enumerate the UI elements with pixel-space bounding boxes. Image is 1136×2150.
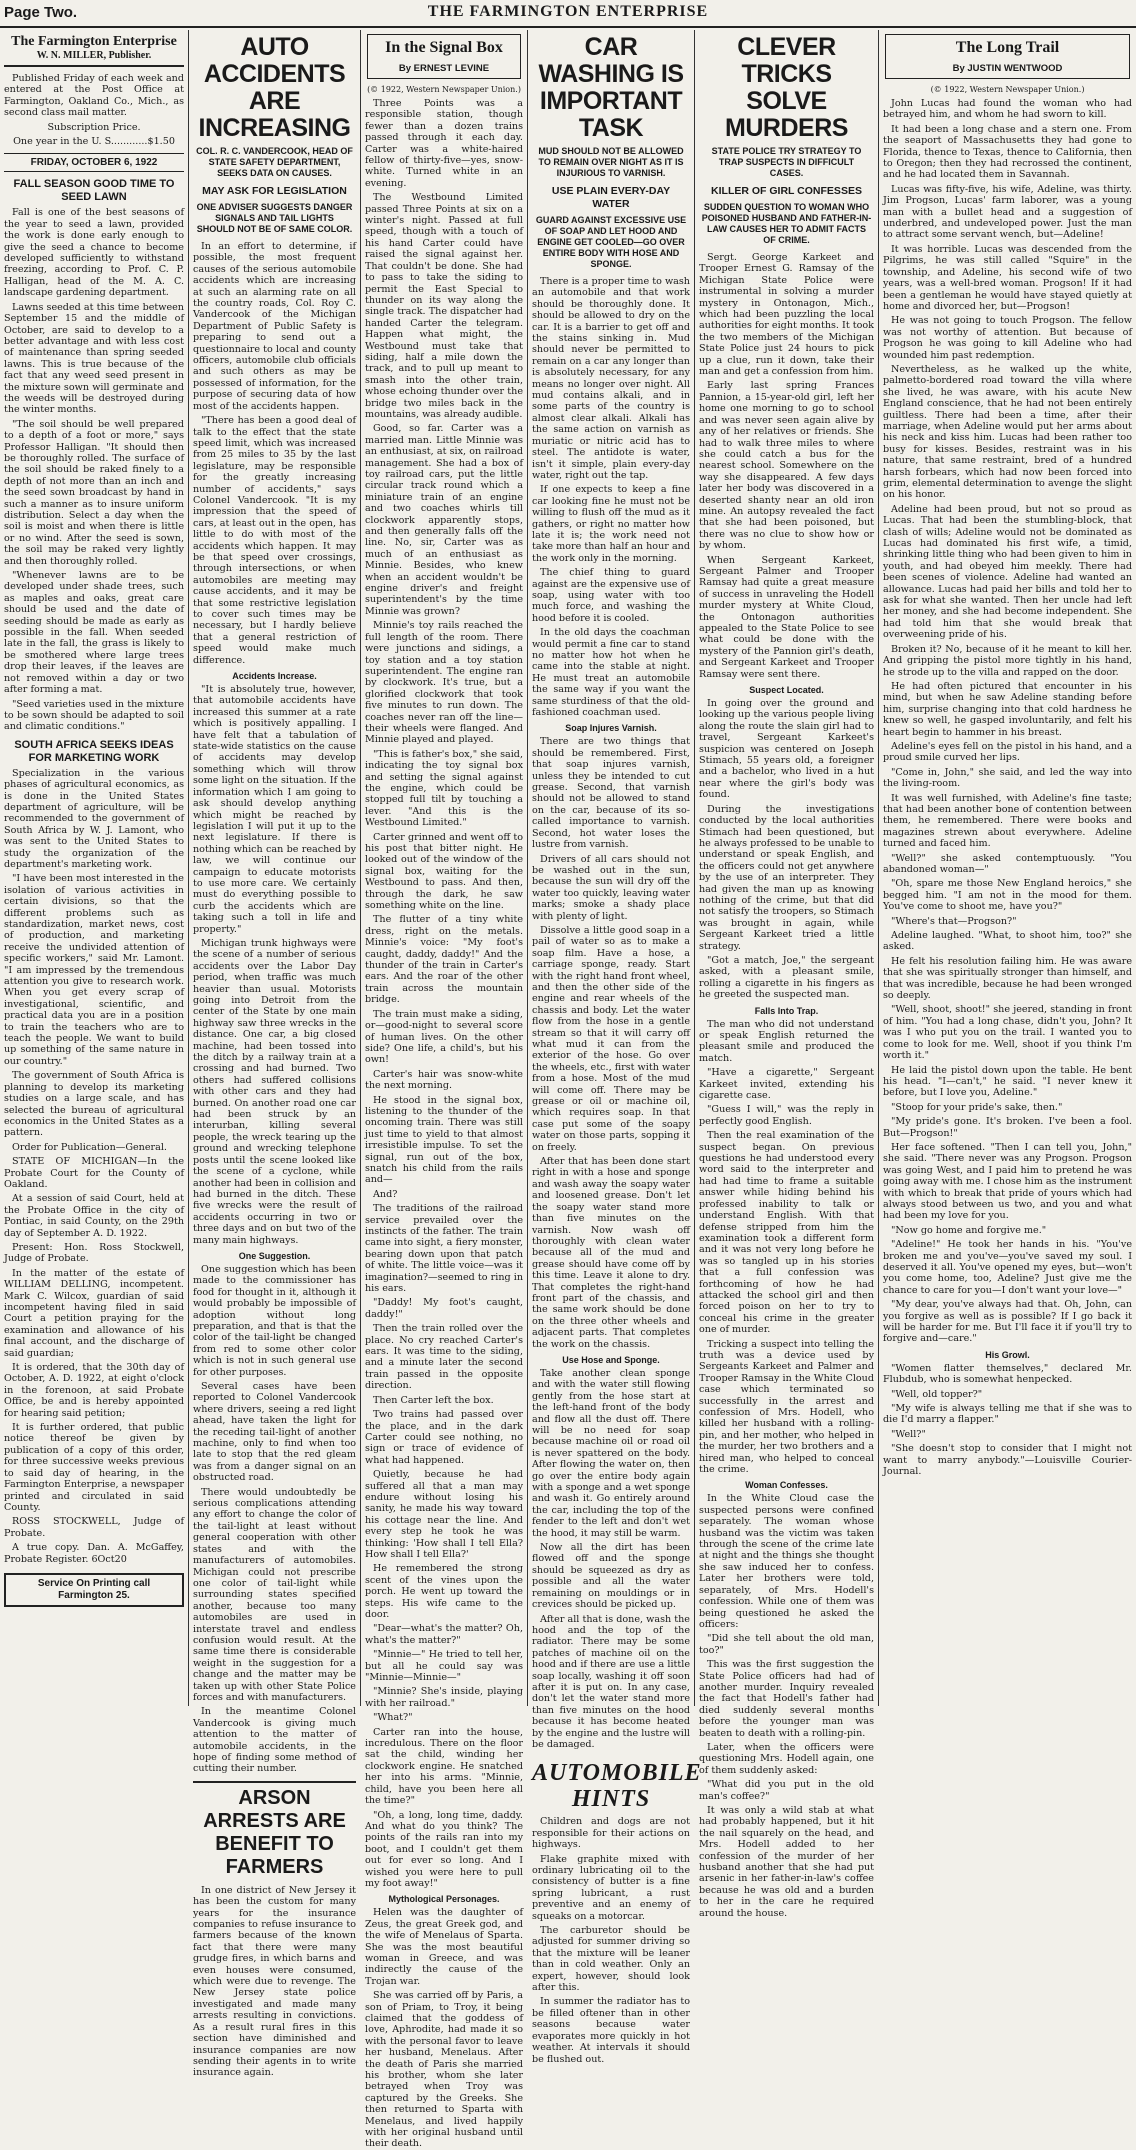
article-paragraph: Helen was the daughter of Zeus, the great Greek god, and the wife of Menelaus of Sparta. She was the most beautiful woman in Greece, and was indirectly the cause of the Trojan war.: [365, 1907, 523, 1987]
story-paragraph: Adeline had been proud, but not so proud as Lucas. That had been the stumbling-block, that clash of wills; Adeline would not be dominated as Lucas had dominated his first wife, a timid, shrinking little thing who had been given to him in youth, and had obeyed him meekly. There had been scenes of violence. Adeline had wanted an allowance. Lucas had paid her bills and told her to ask for what she wanted. Then her uncle had left her money, and she had become independent. She had told him that she would break that overweening pride of his.: [883, 503, 1132, 641]
hint-paragraph: Children and dogs are not responsible for their actions on highways.: [532, 1816, 690, 1851]
column-3: [361, 30, 527, 2150]
article-paragraph: Drivers of all cars should not be washed out in the sun, because the sun will dry off the water too quickly, leaving water marks; smoke a shady place with plenty of light.: [532, 853, 690, 922]
article-paragraph: "She doesn't stop to consider that I might not want to marry anybody."—Louisville Courier-Journal.: [883, 1443, 1132, 1478]
story-paragraph: The train must make a siding, or—good-night to several score of human lives. On the other side? One life, a child's, but his own!: [365, 1008, 523, 1066]
story-paragraph: "Daddy! My foot's caught, daddy!": [365, 1297, 523, 1320]
story-paragraph: Two trains had passed over the place, and in the dark Carter could see nothing, no sign or trace of evidence of what had happened.: [365, 1409, 523, 1466]
article-paragraph: In the old days the coachman would permit a fine car to stand no matter how hot when he came into the stable at night. He must treat an automobile the same way if you want the same sturdiness of that the old-fashioned coachman used.: [532, 627, 690, 719]
article-paragraph: There would undoubtedly be serious complications attending any effort to change the color of the tail-light at least without general cooperation with other states and with the manufacturers of automobiles. Michigan could not prescribe one color of tail-light while surrounding states specified another, because too many automobiles are used in interstate travel and endless confusion would result. At the same time there is considerable weight in the suggestion for a change and the matter may be taken up with other State Police forces and with manufacturers.: [193, 1486, 356, 1703]
legal-notice-line: Order for Publication—General.: [12, 1141, 167, 1153]
story-paragraph: "What?": [373, 1712, 413, 1724]
article-paragraph: During the investigations conducted by the local authorities Stimach had been questioned, but he always professed to be unable to understand or speak English, and the officers could not get anywhere by the use of an interpreter. They had given the man up as knowing nothing of the crime, but that did not satisfy the troopers, so Stimach was brought in again, while Sergeant Karkeet tried a little strategy.: [699, 803, 874, 952]
article-paragraph: Fall is one of the best seasons of the year to seed a lawn, provided the work is done early enough to give the seed a chance to become developed sufficiently to withstand freezing, according to Prof. C. P. Halligan, head of the M. A. C. landscape gardening department.: [4, 207, 184, 299]
story-title: In the Signal Box: [385, 39, 503, 56]
article-paragraph: "Seed varieties used in the mixture to be sown should be adapted to soil and climatic conditions.": [4, 698, 184, 733]
side-head: Soap Injures Varnish.: [565, 723, 657, 734]
side-head: His Growl.: [985, 1349, 1030, 1360]
article-paragraph: In the meantime Colonel Vandercook is giving much attention to the matter of automobile accidents, in the hope of finding some method of cutting their number.: [193, 1706, 356, 1775]
article-paragraph: There are two things that should be remembered. First, that soap injures varnish, unless they be intended to cut grease. Second, that varnish should not be allowed to stand on the car, because of its so-called importance to varnish. Second, hot water loses the lustre from varnish.: [532, 736, 690, 851]
article-subhead: USE PLAIN EVERY-DAY WATER: [551, 185, 671, 210]
article-paragraph: This was the first suggestion the State Police officers had had of another murder. Inquiry revealed the fact that Hodell's father had died suddenly several months before the younger man was beaten to death with a rolling-pin.: [699, 1659, 874, 1739]
article-paragraph: "Women flatter themselves," declared Mr. Flubdub, who is somewhat henpecked.: [883, 1362, 1132, 1386]
article-paragraph: Michigan trunk highways were the scene of a number of serious accidents over the Labor Day period, when traffic was much heavier than usual. Motorists going into Detroit from the center of the State by one main highway saw three wrecks in the distance. One car, a big closed machine, had been tossed into the ditch by a railway train at a crossing and had burned. Two others had suffered collisions with other cars and they had burned. On another road one car had been struck by an interurban, killing several people, the wreck tearing up the ground and wrecking telephone posts until the scene looked like the scene of a cyclone, while another had been in collision and had burned in the ditch. These five wrecks were the result of accidents occurring in two or three days and on but two of the many main highways.: [193, 937, 356, 1246]
story-byline: By ERNEST LEVINE: [398, 63, 490, 74]
story-paragraph: It was well furnished, with Adeline's fine taste; that had been another bone of contention between them, he remembered. There were books and magazines strewn about everywhere. Adeline turned and faced him.: [883, 792, 1132, 850]
printing-service-ad: Service On Printing call Farmington 25.: [4, 1573, 184, 1607]
article-paragraph: After all that is done, wash the hood and the top of the radiator. There may be some patches of machine oil on the hood and if there are use a little soap locally, washing it off soon after it is put on. In any case, don't let the water stand more than five minutes on the hood because it has become heated by the engine and the lustre will be damaged.: [532, 1613, 690, 1750]
hint-paragraph: Flake graphite mixed with ordinary lubricating oil to the consistency of butter is a fine spring lubricant, a rust preventive and an enemy of squeaks on a motorcar.: [532, 1853, 690, 1922]
story-byline: By JUSTIN WENTWOOD: [952, 63, 1063, 74]
article-paragraph: "Whenever lawns are to be developed under shade trees, such as maples and oaks, great care should be used and the date of seeding should be made as early as possible in the fall. When seeded late in the fall, the grass is likely to be smothered where large trees drop their leaves, if the leaves are not removed within a day or two after forming a mat.: [4, 570, 184, 696]
legal-notice-line: It is further ordered, that public notice thereof be given by publication of a copy of this order, for three successive weeks previous to said day of hearing, in the Farmington Enterprise, a newspaper printed and circulated in said County.: [4, 1422, 184, 1513]
article-paragraph: When Sergeant Karkeet, Sergeant Palmer and Trooper Ramsay had quite a great measure of success in unraveling the Hodell murder mystery at White Cloud, the Ontonagon authorities appealed to the State Police to see what could be done with the mystery of the Pannion girl's death, and Sergeant Karkeet and Trooper Ramsay were sent there.: [699, 554, 874, 680]
article-deck: ONE ADVISER SUGGESTS DANGER SIGNALS AND TAIL LIGHTS SHOULD NOT BE OF SAME COLOR.: [196, 202, 353, 234]
price-line: One year in the U. S............$1.50: [13, 136, 175, 148]
story-paragraph: Quietly, because he had suffered all that a man may endure without losing his sanity, he made his way toward his cottage near the line. And every step he took he was thinking: 'How shall I tell Ella? How shall I tell Ella?': [365, 1469, 523, 1560]
story-paragraph: "Oh, a long, long time, daddy. And what do you think? The points of the rails ran into my boot, and I couldn't get them out for ever so long. And I wished you were here to pull my foot away!": [365, 1809, 523, 1889]
article-paragraph: Lawns seeded at this time between September 15 and the middle of October, are said to develop to a better advantage and with less cost of maintenance than spring seeded lawns. This is true because of the fact that any weed seed present in the mixture sown will germinate and the weeds will be destroyed during the winter months.: [4, 301, 184, 416]
copyright-line: (© 1922, Western Newspaper Union.): [367, 85, 521, 94]
story-paragraph: He stood in the signal box, listening to the thunder of the oncoming train. There was still just time to yield to that almost irresistible impulse. To set the signal, run out of the box, snatch his child from the rails and—: [365, 1094, 523, 1186]
article-headline: FALL SEASON GOOD TIME TO SEED LAWN: [13, 178, 175, 204]
article-paragraph: Take another clean sponge and with the water still flowing gently from the hose start at the left-hand front of the body and flow all the dust off. There will be no need for soap because machine oil or road oil is never spattered on the body. After flowing the water on, then go over the entire body again with a sponge and a wet sponge and wash it. Go entirely around the car, including the top of the fender to the left and don't wet the hood, it may still be warm.: [532, 1367, 690, 1539]
column-2: [189, 30, 360, 2079]
story-paragraph: Then Carter left the box.: [373, 1394, 494, 1406]
article-paragraph: "Did she tell about the old man, too?": [699, 1633, 874, 1656]
automobile-hints-heading: AUTOMOBILE HINTS: [532, 1760, 702, 1813]
story-paragraph: Carter's hair was snow-white the next morning.: [365, 1068, 523, 1092]
story-paragraph: "Minnie? She's inside, playing with her railroad.": [365, 1686, 523, 1709]
story-paragraph: "Well?" she asked contemptuously. "You abandoned woman—": [883, 852, 1132, 875]
story-paragraph: Three Points was a responsible station, though fewer than a dozen trains passed through it each day. Carter was a white-haired fellow of thirty-five—yes, snow-white. Turned white in an evening.: [365, 98, 523, 189]
hint-paragraph: In summer the radiator has to be filled oftener than in other seasons because water evaporates more quickly in hot weather. At intervals it should be flushed out.: [532, 1996, 690, 2065]
story-paragraph: Carter ran into the house, incredulous. There on the floor sat the child, winding her clockwork engine. He snatched her into his arms. "Minnie, child, have you been here all the time?": [365, 1726, 523, 1807]
article-paragraph: "My wife is always telling me that if she was to die I'd marry a flapper.": [883, 1403, 1132, 1426]
story-paragraph: "Stoop for your pride's sake, then.": [891, 1101, 1063, 1113]
side-head: One Suggestion.: [238, 1250, 311, 1261]
story-paragraph: Lucas was fifty-five, his wife, Adeline, was thirty. Jim Progson, Lucas' farm laborer, was a young man with a bullet head and a suggestion of underbred, and undeveloped power. Just the man to attract some servant wench, but—Adeline!: [883, 183, 1132, 241]
publication-info: Published Friday of each week and entered at the Post Office at Farmington, Oakland Co., Mich., as second class mail matter.: [4, 73, 184, 119]
story-paragraph: "Well, shoot, shoot!" she jeered, standing in front of him. "You had a long chase, didn't you, John? It was I who put you on the trail. I wanted you to come to look for me. Well, shoot if you think I'm worth it.": [883, 1004, 1132, 1062]
side-head: Mythological Personages.: [388, 1894, 500, 1905]
legal-notice-line: STATE OF MICHIGAN—In the Probate Court for the County of Oakland.: [4, 1156, 184, 1190]
hint-paragraph: The carburetor should be adjusted for summer driving so that the mixture will be leaner than in cold weather. Only an expert, however, should look after this.: [532, 1925, 690, 1994]
article-deck: STATE POLICE TRY STRATEGY TO TRAP SUSPECTS IN DIFFICULT CASES.: [711, 146, 862, 178]
story-paragraph: "Adeline!" He took her hands in his. "You've broken me and you've—you've saved my soul. I deserved it all. You've opened my eyes, but—won't you come home, too, Adeline? Just give me the chance to care for you—I don't want your love—": [883, 1239, 1132, 1296]
masthead: [0, 0, 1136, 28]
article-paragraph: Later, when the officers were questioning Mrs. Hodell again, one of them suddenly asked:: [699, 1741, 874, 1776]
story-paragraph: Adeline laughed. "What, to shoot him, too?" she asked.: [883, 930, 1132, 953]
article-paragraph: It was only a wild stab at what had probably happened, but it hit the nail squarely on the head, and Mrs. Hodell added to her confession of the murder of her husband another that she had put arsenic in her father-in-law's coffee because he was old and a burden to her in the care he required around the house.: [699, 1805, 874, 1919]
article-paragraph: Then the real examination of the suspect began. On previous questions he had understood every word said to the interpreter and had had time to frame a suitable answer while hiding behind his professed inability to talk or understand English. With that defense stripped from him the examination took a different form and it was not very long before he was so tangled up in his stories that a full confession was forthcoming of how he had attacked the school girl and then forced poison on her to try to conceal his crime in the greater one of murder.: [699, 1130, 874, 1336]
story-paragraph: "My pride's gone. It's broken. I've been a fool. But—Progson!": [883, 1116, 1132, 1139]
story-paragraph: He was not going to touch Progson. The fellow was not worthy of attention. But because of Progson he was going to kill Adeline who had wounded him past redemption.: [883, 315, 1132, 361]
article-paragraph: In an effort to determine, if possible, the most frequent causes of the serious automobile accidents which are increasing at such an alarming rate on all the country roads, Col. Roy C. Vandercook of the Michigan Department of Public Safety is preparing to send out a questionnaire to local and county officers, automobile club officials and such others as may be possessed of information, for the purpose of securing data of how most of the accidents happen.: [193, 241, 356, 412]
legal-notice-line: In the matter of the estate of WILLIAM DELLING, incompetent. Mark C. Wilcox, guardian of said incompetent having filed in said Court a petition praying for the examination and allowance of his final account, and the discharge of said guardian;: [4, 1267, 184, 1359]
article-subhead: KILLER OF GIRL CONFESSES: [711, 185, 862, 197]
article-headline: CLEVER TRICKS SOLVE MURDERS: [725, 33, 848, 142]
enterprise-publisher: W. N. MILLER, Publisher.: [4, 50, 184, 67]
paper-title: THE FARMINGTON ENTERPRISE: [427, 3, 709, 20]
article-paragraph: "Well?": [891, 1428, 926, 1440]
page-label: Page Two.: [4, 4, 78, 21]
legal-notice-line: It is ordered, that the 30th day of October, A. D. 1922, at eight o'clock in the forenoon, at said Probate Office, be and is hereby appointed for hearing said petition;: [4, 1362, 184, 1419]
story-paragraph: "Now go home and forgive me.": [891, 1224, 1047, 1236]
legal-notice-line: A true copy. Dan. A. McGaffey, Probate Register. 6Oct20: [4, 1542, 184, 1565]
article-deck: MUD SHOULD NOT BE ALLOWED TO REMAIN OVER NIGHT AS IT IS INJURIOUS TO VARNISH.: [538, 146, 684, 178]
article-paragraph: She was carried off by Paris, a son of Priam, to Troy, it being claimed that the goddess of love, Aphrodite, had made it so with the personal favor to leave her husband, Menelaus. After the death of Paris she married his brother, whom she later betrayed when Troy was captured by the Greeks. She then returned to Sparta with Menelaus, and lived happily with her original husband until their death.: [365, 1990, 523, 2150]
story-paragraph: "My dear, you've always had that. Oh, John, can you forgive as well as is possible? If I go back it will be harder for me. But I'll face it if you'll try to forgive and—care.": [883, 1299, 1132, 1345]
side-head: Falls Into Trap.: [754, 1005, 819, 1016]
article-paragraph: Tricking a suspect into telling the truth was a device used by Sergeants Karkeet and Palmer and Trooper Ramsay in the White Cloud case which terminated so successfully in the arrest and confession of Mrs. Hodell, who killed her husband with a rolling-pin, and her mother, who helped in the murder, her two brothers and a hired man, who helped to conceal the crime.: [699, 1338, 874, 1476]
story-paragraph: Minnie's toy rails reached the full length of the room. There were junctions and sidings, a toy station and a toy station superintendent. The engine ran by clockwork. It's true, but a glorified clockwork that took five minutes to run down. The coaches never ran off the line—their wheels were flanged. And Minnie played and played.: [365, 620, 523, 746]
article-deck: COL. R. C. VANDERCOOK, HEAD OF STATE SAFETY DEPARTMENT, SEEKS DATA ON CAUSES.: [196, 146, 353, 178]
story-paragraph: The traditions of the railroad service prevailed over the instincts of the father. The train came into sight, a fiery monster, bearing down upon that patch of white. The little voice—was it imagination?—seemed to ring in his ears.: [365, 1203, 523, 1295]
legal-notice-line: Present: Hon. Ross Stockwell, Judge of Probate.: [4, 1241, 184, 1265]
story-paragraph: The Westbound Limited passed Three Points at six on a winter's night. Passed at full speed, though with a touch of his hand Carter could have raised the signal against her. That couldn't be done. She had to pass to take the siding to permit the East Special to thunder on its way along the single track. The dispatcher had handed Carter the telegram. Happen what might, the Westbound must take that siding, half a mile down the track, and to pull up meant to smash into the other train, whose echoing thunder over the bridge two miles back in the mountains, was already audible.: [365, 192, 523, 420]
article-paragraph: The chief thing to guard against are the expensive use of soap, using water with too much force, and washing the hood before it is cooled.: [532, 567, 690, 624]
article-paragraph: Specialization in the various phases of agricultural economics, as is done in the United States department of agriculture, will be recommended to the government of South Africa by W. J. Lamont, who was sent to the United States to study the organization of the department's marketing work.: [4, 767, 184, 870]
article-deck: GUARD AGAINST EXCESSIVE USE OF SOAP AND LET HOOD AND ENGINE GET COOLED—GO OVER ENTIRE BODY WITH HOSE AND SPONGE.: [535, 215, 687, 269]
article-paragraph: "I have been most interested in the isolation of various activities in certain divisions, so that the different problems such as standardization, market news, cost of production, and marketing receive the undivided attention of specific workers," said Mr. Lamont. "I am impressed by the tremendous attention you give to research work. When you get every scrap of investigational, scientific, and practical data you are in a position to train the teachers who are to teach the people. We want to build up something of the same nature in our country.": [4, 873, 184, 1067]
column-1: [0, 30, 188, 1706]
article-paragraph: The government of South Africa is planning to develop its marketing studies on a large scale, and has selected the bureau of agricultural economics in the United States as a pattern.: [4, 1070, 184, 1139]
side-head: Woman Confesses.: [745, 1480, 828, 1491]
story-paragraph: "Dear—what's the matter? Oh, what's the matter?": [365, 1623, 523, 1646]
article-paragraph: In the White Cloud case the suspected persons were confined separately. The woman whose husband was the victim was taken through the scene of the crime late at night and the things she thought she saw induced her to confess. Later her brothers were told, separately, of Mrs. Hodell's confession. While one of them was being questioned he asked the officers:: [699, 1493, 874, 1630]
column-5: [695, 30, 878, 1919]
article-headline: SOUTH AFRICA SEEKS IDEAS FOR MARKETING WORK: [14, 738, 174, 764]
article-paragraph: Dissolve a little good soap in a pail of water so as to make a soap film. Have a hose, a carriage sponge, ready. Start with the right hand front wheel, and then the other side of the engine and rear wheels of the chassis and body. Let the water flow from the hose in a gentle stream so that it will carry off what mud it can from the exterior of the hose. Go over the wheels, etc., first with water from a hose. Most of the mud will come off. There may be grease or oil or machine oil, which requires soap. In that case put some of the soapy water on those parts, sopping it on freely.: [532, 924, 690, 1153]
story-paragraph: Good, so far. Carter was a married man. Little Minnie was an enthusiast, at six, on railroad management. She had a box of toy railroad cars, put the little circular track round which a miniature train of an engine and two coaches whirls till clockwork apparently stops, and then generally falls off the line. No, sir, Carter was as much of an enthusiast as Minnie. Besides, who knew when an accident wouldn't be engine driver's and freight superintendent's by the time Minnie was grown?: [365, 423, 523, 617]
article-paragraph: In one district of New Jersey it has been the custom for many years for the insurance companies to refuse insurance to farmers because of the known fact that there were many grudge fires, in which barns and even houses were consumed, which were due to revenge. The New Jersey state police investigated and made many arrests resulting in convictions. As a result rural fires in this section have diminished and insurance companies are now sending their agents in to write insurance again.: [193, 1884, 356, 2079]
story-paragraph: "This is father's box," she said, indicating the toy signal box and setting the signal against the engine, which could be stopped full tilt by touching a lever. "And this is the Westbound Limited.": [365, 748, 523, 829]
article-paragraph: Early last spring Frances Pannion, a 15-year-old girl, left her home one morning to go to school and was never seen again alive by any of her relatives or friends. She had to walk three miles to where she could catch a bus for the nearest school. Somewhere on the way she disappeared. A few days later her body was discovered in a deserted shanty near an old iron mine. An autopsy revealed the fact that she had been poisoned, but there was no clue to show how or by whom.: [699, 380, 874, 552]
story-paragraph: And?: [373, 1188, 398, 1200]
legal-notice-line: ROSS STOCKWELL, Judge of Probate.: [4, 1516, 184, 1539]
issue-date: FRIDAY, OCTOBER 6, 1922: [4, 153, 184, 172]
article-paragraph: Sergt. George Karkeet and Trooper Ernest G. Ramsay of the Michigan State Police were instrumental in solving a murder mystery in Ontonagon, Mich., which had been puzzling the local authorities for eight months. It took the two members of the Michigan State Police just 24 hours to pick up a clue, run it down, take their man and get a confession from him.: [699, 252, 874, 378]
side-head: Accidents Increase.: [232, 671, 317, 682]
article-paragraph: "It is absolutely true, however, that automobile accidents have increased this summer at a rate which is positively appalling. I have felt that a tabulation of state-wide statistics on the cause of accidents may develop something which will throw some light on the situation. If the information which I am going to ask should develop anything which might be reached by legislation I will put it up to the next legislature. If there is nothing which can be reached by law, we will continue our campaign to educate motorists to use more care. We certainly must do everything possible to curb the accidents which are taking such a toll in life and property.": [193, 684, 356, 935]
story-title: The Long Trail: [955, 39, 1060, 56]
story-paragraph: "Minnie—" He tried to tell her, but all he could say was "Minnie—Minnie—": [365, 1649, 523, 1684]
story-paragraph: He laid the pistol down upon the table. He bent his head. "I—can't," he said. "I never knew it before, but I love you, Adeline.": [883, 1064, 1132, 1099]
article-paragraph: One suggestion which has been made to the commissioner has food for thought in it, although it would probably be impossible of adoption without long preparation, and that is that the color of the tail-light be changed from red to some other color which is not in such general use for other purposes.: [193, 1263, 356, 1378]
article-deck: SUDDEN QUESTION TO WOMAN WHO POISONED HUSBAND AND FATHER-IN-LAW CAUSES HER TO ADMIT FACTS OF CRIME.: [701, 202, 872, 245]
story-paragraph: John Lucas had found the woman who had betrayed him, and whom he had sworn to kill.: [883, 98, 1132, 121]
article-paragraph: If one expects to keep a fine car looking fine he must not be willing to flush off the mud as it gathers, or right no matter how late it is; the work need not take more than half an hour and the work only in the morning.: [532, 484, 690, 564]
article-paragraph: "There has been a good deal of talk to the effect that the state speed limit, which was increased from 25 miles to 35 by the last legislature, may be responsible for the greatly increasing number of accidents," says Colonel Vandercook. "It is my impression that the speed of cars, at least out in the open, has little to do with most of the accidents which happen. It may be that speed over crossings, through intersections, or when automobiles are meeting may cause accidents, and it may be that some restrictive legislation to cover such times may be necessary, but I hardly believe that a general restriction of speed would make much difference.: [193, 415, 356, 666]
article-paragraph: "Got a match, Joe," the sergeant asked, with a pleasant smile, rolling a cigarette in his fingers as he greeted the suspected man.: [699, 954, 874, 1001]
story-paragraph: "Where's that—Progson?": [891, 915, 1017, 927]
article-headline: AUTO ACCIDENTS ARE INCREASING: [198, 33, 351, 142]
article-paragraph: "The soil should be well prepared to a depth of a foot or more," says Professor Halligan. "It should then be thoroughly rolled. The surface of the soil should be raked finely to a depth of not more than an inch and the seed sown broadcast by hand in such a manner as to insure uniform distribution. Select a day when the soil is moist and when there is little or no wind. After the seed is sown, the soil may be raked very lightly and then thoroughly rolled.: [4, 418, 184, 567]
article-paragraph: After that has been done start right in with a hose and sponge and wash away the soapy water and loosened grease. Don't let the soapy water stand more than five minutes on the varnish. Now wash off thoroughly with clean water because all of the mud and grease should have come off by this time. Leave it alone to dry. That completes the right-hand front part of the chassis, and the same work should be done on the three other wheels and adjacent parts. That completes the work on the chassis.: [532, 1156, 690, 1350]
article-paragraph: There is a proper time to wash an automobile and that work should be thoroughly done. It should be allowed to dry on the car. It is a barrier to get off and the stains sinking in. Mud should never be permitted to remain on a car any longer than is absolutely necessary, for any means no longer over night. All mud contains alkali, and in some parts of the country is almost clear alkali. Alkali has the same action on varnish as muriatic or nitric acid has to steel. The antidote is water, isn't it simple, plain every-day water, right out the tap.: [532, 276, 690, 481]
story-paragraph: It had been a long chase and a stern one. From the seaport of Massachusetts they had gone to Florida, thence to Texas, thence to California, then to Oregon; then they had recrossed the continent, and he had located them in Savannah.: [883, 123, 1132, 181]
story-paragraph: The flutter of a tiny white dress, right on the metals. Minnie's voice: "My foot's caught, daddy, daddy!" And the thunder of the train in Carter's ears. And the roar of the other train across the mountain bridge.: [365, 914, 523, 1006]
article-subhead: MAY ASK FOR LEGISLATION: [202, 185, 347, 197]
side-head: Suspect Located.: [749, 685, 824, 696]
copyright-line: (© 1922, Western Newspaper Union.): [930, 85, 1085, 94]
legal-notice-line: At a session of said Court, held at the Probate Office in the city of Pontiac, in said County, on the 29th day of September A. D. 1922.: [4, 1193, 184, 1239]
enterprise-name: The Farmington Enterprise: [11, 34, 177, 49]
column-6: [879, 30, 1136, 1706]
article-paragraph: "Well, old topper?": [891, 1388, 983, 1400]
article-paragraph: The man who did not understand or speak English returned the pleasant smile and produced the match.: [699, 1018, 874, 1064]
article-paragraph: "What did you put in the old man's coffee?": [699, 1779, 874, 1802]
story-title-box: [367, 34, 521, 79]
story-paragraph: "Oh, spare me those New England heroics," she begged him. "I am not in the mood for them. You've come to shoot me, have you?": [883, 878, 1132, 913]
story-paragraph: He felt his resolution failing him. He was aware that she was spiritually stronger than himself, and that was incredible, because he had been wronged so deeply.: [883, 955, 1132, 1002]
article-paragraph: "Guess I will," was the reply in perfectly good English.: [699, 1104, 874, 1127]
story-paragraph: Then the train rolled over the place. No cry reached Carter's ears. It was time to the siding, and a minute later the second train passed in the opposite direction.: [365, 1323, 523, 1392]
story-paragraph: Broken it? No, because of it he meant to kill her. And gripping the pistol more tightly in his hand, he strode up to the villa and rapped on the door.: [883, 643, 1132, 678]
story-paragraph: Carter grinned and went off to his post that bitter night. He looked out of the window of the signal box, waiting for the Westbound to pass. And then, through the dark, he saw something white on the line.: [365, 831, 523, 912]
side-head: Use Hose and Sponge.: [562, 1354, 660, 1365]
story-paragraph: He remembered the strong scent of the vines upon the porch. He went up toward the steps. His wife came to the door.: [365, 1563, 523, 1620]
price-label: Subscription Price.: [47, 121, 141, 133]
story-paragraph: Her face softened. "Then I can tell you, John," she said. "There never was any Progson. Progson was going West, and I paid him to pretend he was going away with me. I chose him as the instrument with which to break that pride of yours which had always stood between us two, and you and what had been my love for you.: [883, 1141, 1132, 1222]
article-headline: ARSON ARRESTS ARE BENEFIT TO FARMERS: [193, 1781, 356, 1879]
story-paragraph: "Come in, John," she said, and led the way into the living-room.: [883, 766, 1132, 790]
story-paragraph: Nevertheless, as he walked up the white, palmetto-bordered road toward the villa where she lived, he was aware, with his acute New England conscience, that he had not been entirely guiltless. There had been a time, after their marriage, when Adeline would put her arms about his neck and kiss him. Lucas had been rather too busy for kisses. Besides, restraint was in his nature, that same restraint, bred of a hundred harsh forbears, which had now been forced into grim, elemental determination to avenge the slight on his honor.: [883, 363, 1132, 501]
article-paragraph: Now all the dirt has been flowed off and the sponge should be squeezed as dry as possible and all the water remaining on mouldings or in crevices should be picked up.: [532, 1542, 690, 1611]
column-4: [528, 30, 702, 2065]
story-paragraph: It was horrible. Lucas was descended from the Pilgrims, he was still called "Squire" in the township, and Adeline, his second wife of two years, was a well-bred woman. Progson! If it had been a gentleman he would have stayed quietly at home and divorced her, but—Progson!: [883, 243, 1132, 312]
story-paragraph: Adeline's eyes fell on the pistol in his hand, and a proud smile curved her lips.: [883, 740, 1132, 764]
story-paragraph: He had often pictured that encounter in his mind, but when he saw Adeline standing before him, surprise changing into that cold hardness he knew so well, he gasped involuntarily, and felt his heart begin to hammer in his breast.: [883, 680, 1132, 738]
story-title-box: [885, 34, 1130, 79]
article-paragraph: "Have a cigarette," Sergeant Karkeet invited, extending his cigarette case.: [699, 1067, 874, 1102]
article-paragraph: Several cases have been reported to Colonel Vandercook where drivers, seeing a red light ahead, have taken the light for the receding tail-light of another machine, only to find when too late to stop that the red gleam was from a danger signal on an obstructed road.: [193, 1381, 356, 1484]
article-paragraph: In going over the ground and looking up the various people living along the route the slain girl had to travel, Sergeant Karkeet's suspicion was centered on Joseph Stimach, 55 years old, a foreigner and a bachelor, who lived in a hut near where the girl's body was found.: [699, 698, 874, 801]
article-headline: CAR WASHING IS IMPORTANT TASK: [538, 33, 684, 142]
